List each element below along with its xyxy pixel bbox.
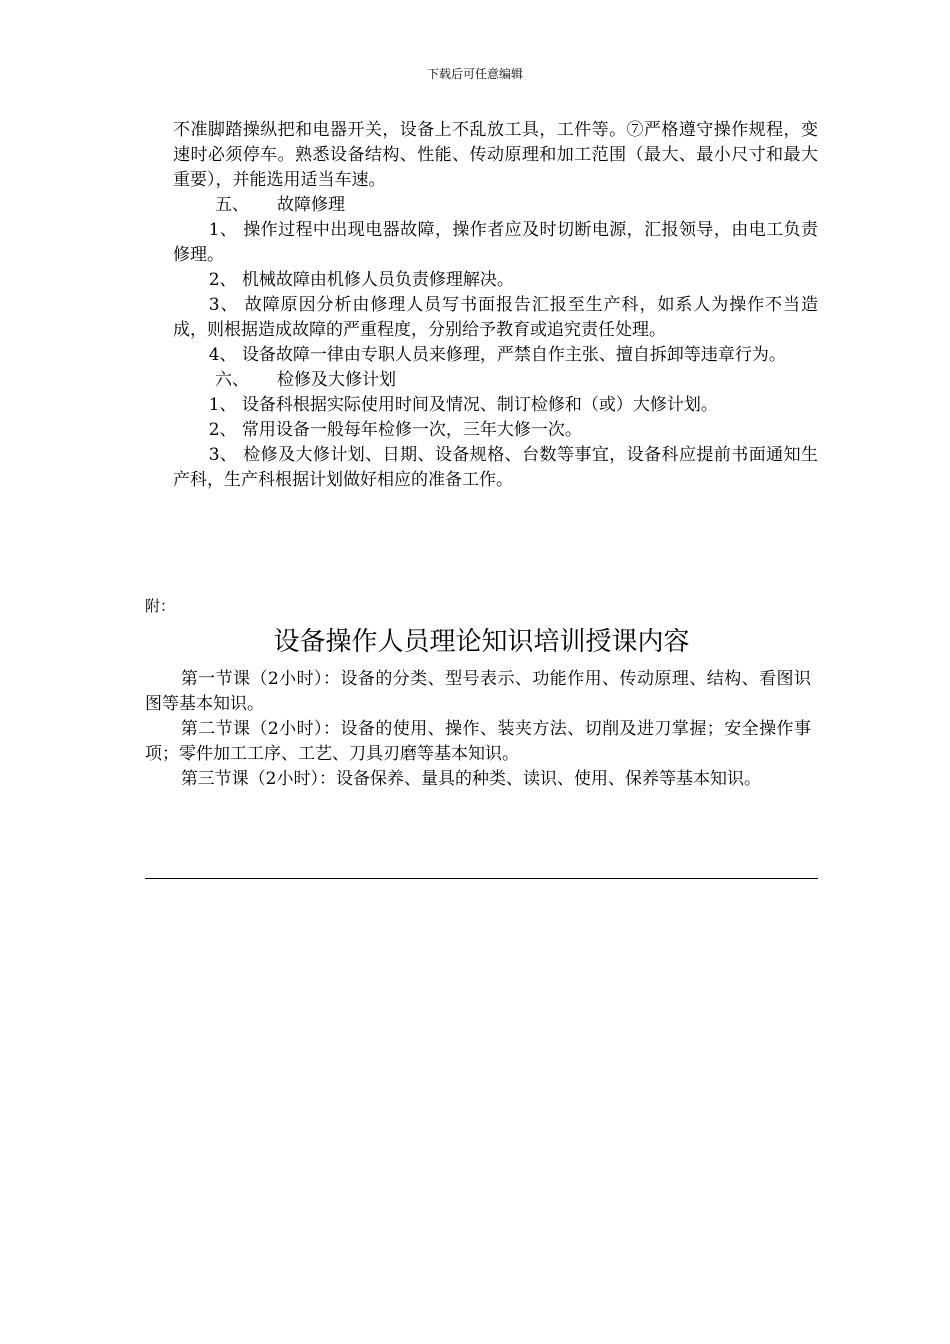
section-number: 五、 xyxy=(215,195,249,215)
appendix-content xyxy=(145,667,811,792)
horizontal-divider xyxy=(145,878,818,879)
list-item: 4、 设备故障一律由专职人员来修理，严禁自作主张、擅自拆卸等违章行为。 xyxy=(208,345,786,365)
main-content xyxy=(173,118,818,493)
section-title: 故障修理 xyxy=(277,195,345,215)
lesson-item: 第三节课（2小时）：设备保养、量具的种类、读识、使用、保养等基本知识。 xyxy=(180,769,762,789)
section-title: 检修及大修计划 xyxy=(277,370,396,390)
lesson-item: 第二节课（2小时）：设备的使用、操作、装夹方法、切削及进刀掌握；安全操作事项；零件加工工序、工艺、刀具刃磨等基本知识。 xyxy=(145,719,811,764)
section-number: 六、 xyxy=(215,370,249,390)
section-heading-maintenance-plan xyxy=(173,368,818,393)
appendix-title: 设备操作人员理论知识培训授课内容 xyxy=(273,627,690,657)
section-heading-fault-repair xyxy=(173,193,818,218)
list-item: 2、 常用设备一般每年检修一次，三年大修一次。 xyxy=(208,420,582,440)
page-header: 下载后可任意编辑 xyxy=(426,67,523,81)
lesson-item: 第一节课（2小时）：设备的分类、型号表示、功能作用、传动原理、结构、看图识图等基本知识。 xyxy=(145,669,811,714)
list-item: 1、 设备科根据实际使用时间及情况、制订检修和（或）大修计划。 xyxy=(208,395,718,415)
list-item: 3、 检修及大修计划、日期、设备规格、台数等事宜，设备科应提前书面通知生产科，生产科根据计划做好相应的准备工作。 xyxy=(173,445,818,490)
appendix-label: 附： xyxy=(145,597,176,615)
list-item: 3、 故障原因分析由修理人员写书面报告汇报至生产科，如系人为操作不当造成，则根据造成故障的严重程度，分别给予教育或追究责任处理。 xyxy=(173,295,818,340)
list-item: 2、 机械故障由机修人员负责修理解决。 xyxy=(208,270,514,290)
paragraph-operation-rules: 不准脚踏操纵把和电器开关，设备上不乱放工具，工件等。⑦严格遵守操作规程，变速时必须停车。熟悉设备结构、性能、传动原理和加工范围（最大、最小尺寸和最大重要），并能选用适当车速。 xyxy=(173,120,818,190)
list-item: 1、 操作过程中出现电器故障，操作者应及时切断电源，汇报领导，由电工负责修理。 xyxy=(173,220,818,265)
